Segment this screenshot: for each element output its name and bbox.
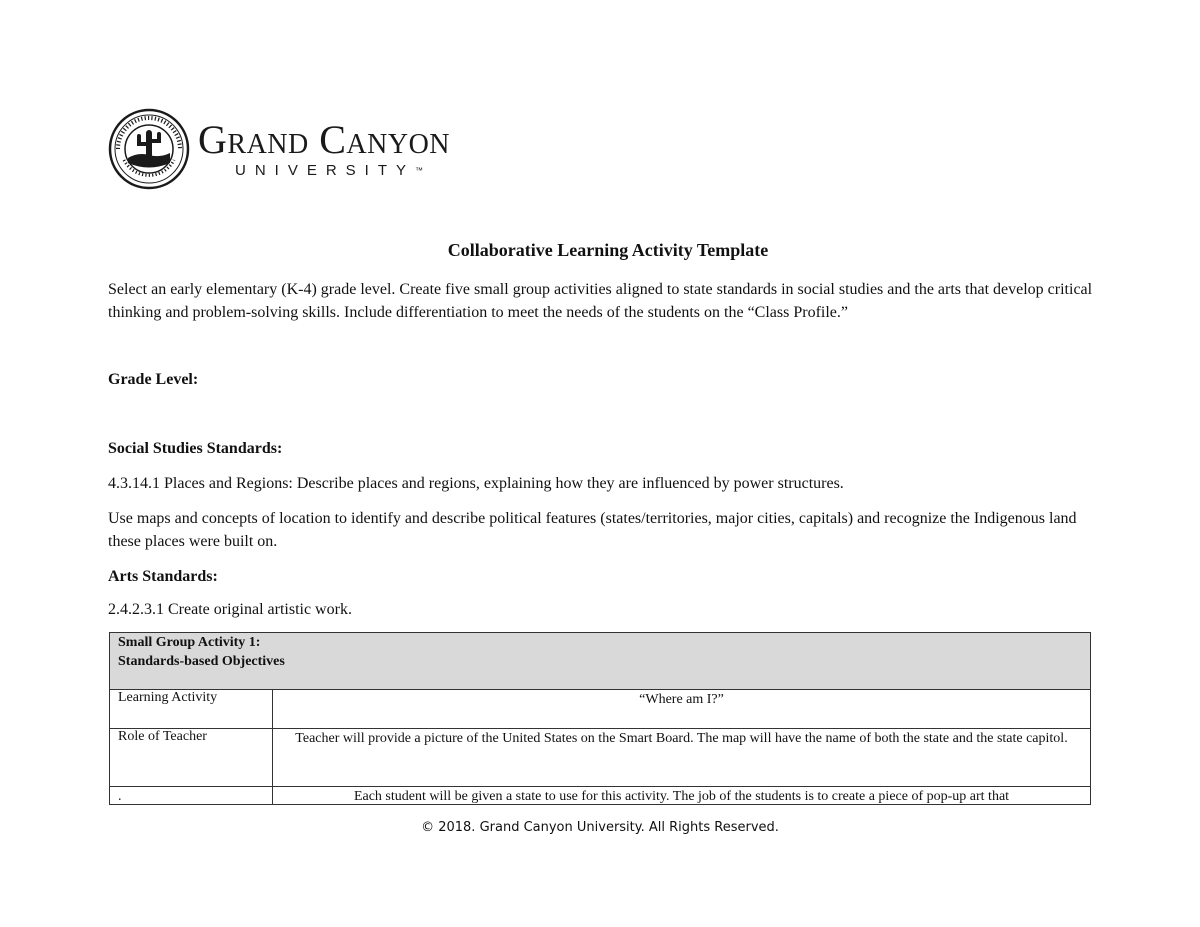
- activity-title: Small Group Activity 1:: [118, 635, 261, 650]
- row-value: Each student will be given a state to use for this activity. The job of the students is to create a piece of pop-up art that: [353, 789, 1010, 804]
- logo-trademark: ™: [415, 166, 424, 175]
- table-row: [110, 690, 1091, 729]
- logo-name-line2: [235, 162, 423, 180]
- social-studies-heading: Social Studies Standards:: [108, 440, 283, 457]
- logo-name-line1: Grand Canyon: [198, 117, 451, 162]
- row-label: Role of Teacher: [110, 729, 273, 787]
- logo-wordmark: [198, 118, 450, 180]
- table-row: [110, 729, 1091, 787]
- logo-name-line2-text: UNIVERSITY: [235, 162, 416, 179]
- row-value: Teacher will provide a picture of the United States on the Smart Board. The map will have the name of both the state and the state capitol.: [273, 729, 1091, 787]
- social-studies-detail: Use maps and concepts of location to identify and describe political features (states/territories, major cities, capitals) and recognize the Indigenous land these places were built on.: [108, 510, 1077, 550]
- activity-table-header: [110, 633, 1091, 690]
- instructions-paragraph: Select an early elementary (K-4) grade level. Create five small group activities aligned to state standards in social studies and the arts that develop critical thinking and problem-solving skills. Include differentiation to meet the needs of the students on the “Class Profile.”: [108, 281, 1093, 321]
- document-title: Collaborative Learning Activity Template: [447, 240, 769, 260]
- row-label: Learning Activity: [110, 690, 273, 729]
- grade-level-label: Grade Level:: [108, 371, 199, 388]
- row-value-cell: [273, 787, 1091, 805]
- university-seal-icon: [108, 108, 190, 190]
- social-studies-standard: 4.3.14.1 Places and Regions: Describe places and regions, explaining how they are influenced by power structures.: [108, 475, 844, 492]
- activity-table-header-row: [110, 633, 1091, 690]
- university-logo: [108, 108, 450, 190]
- row-value: “Where am I?”: [273, 690, 1091, 729]
- activity-table: [109, 632, 1091, 805]
- row-label: .: [118, 789, 122, 804]
- objectives-heading: Standards-based Objectives: [118, 654, 285, 669]
- table-row: [110, 787, 1091, 805]
- row-label-cell: [110, 787, 273, 805]
- arts-heading: Arts Standards:: [108, 568, 218, 585]
- copyright-footer: © 2018. Grand Canyon University. All Rights Reserved.: [421, 820, 779, 835]
- arts-standard: 2.4.2.3.1 Create original artistic work.: [108, 601, 352, 618]
